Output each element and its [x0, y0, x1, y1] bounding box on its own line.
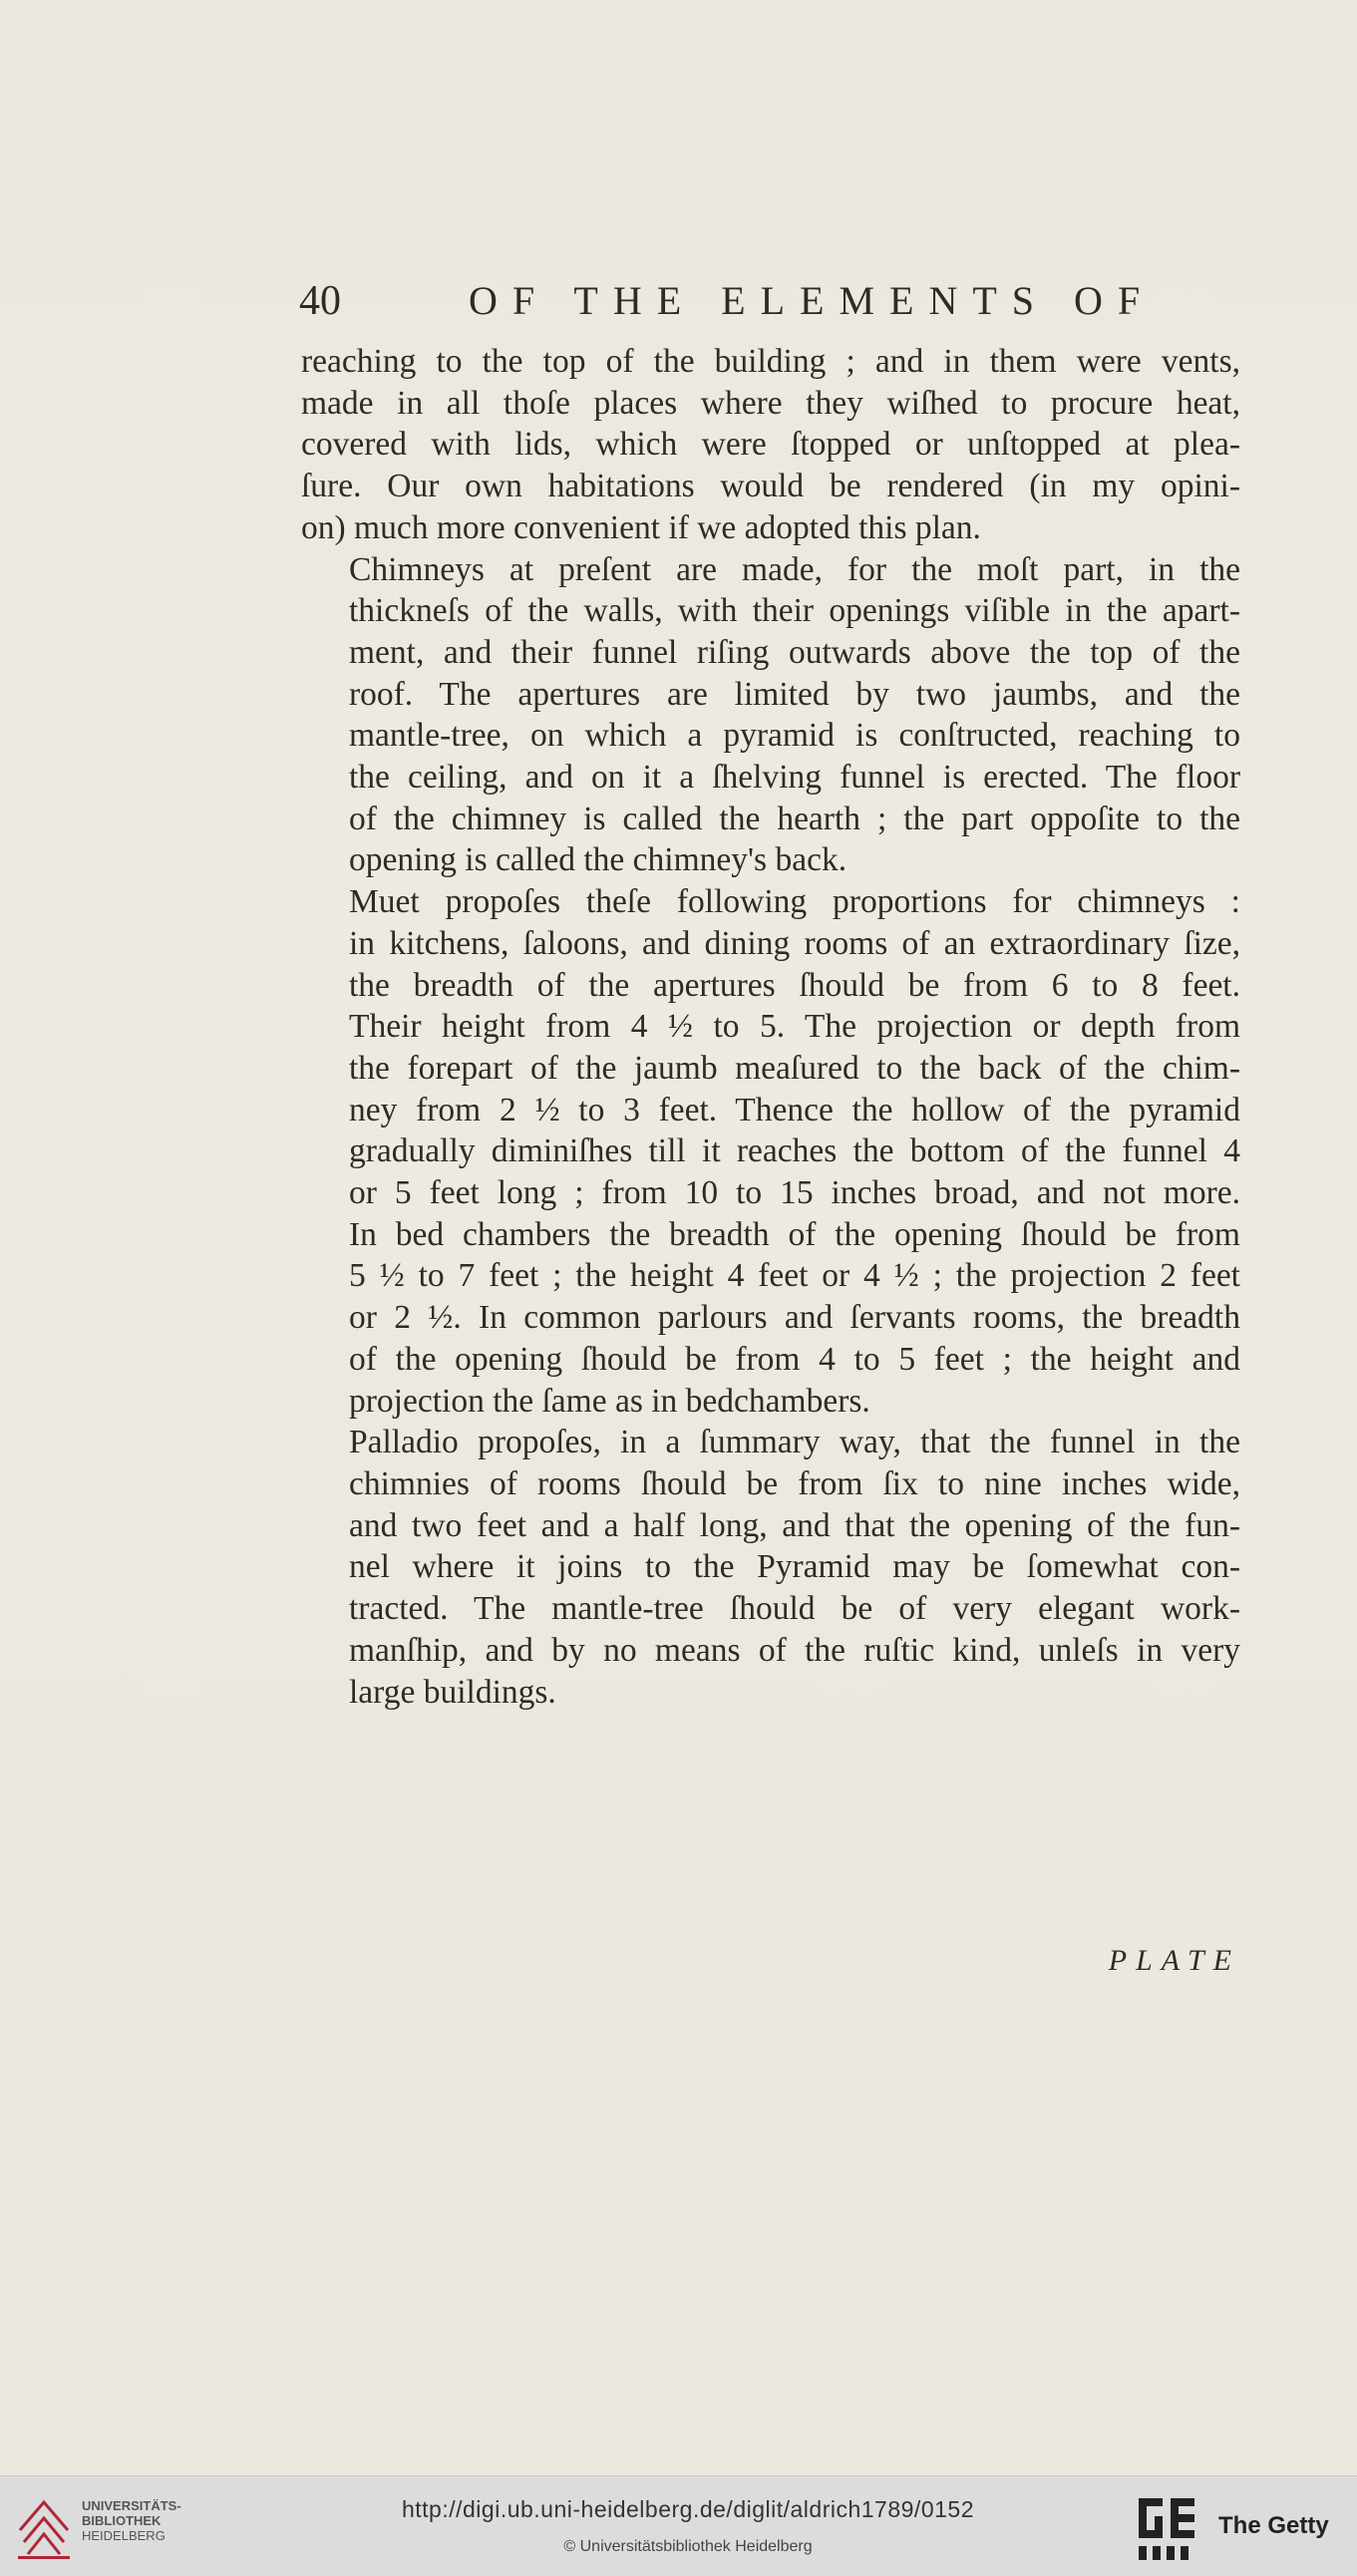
text-line: large buildings. [349, 1673, 556, 1711]
text-line: the breadth of the apertures ſhould be from 6 to 8 feet. [349, 966, 1240, 1004]
library-name-line1: UNIVERSITÄTS- [82, 2498, 181, 2513]
text-line: or 2 ½. In common parlours and ſervants rooms, the breadth [349, 1299, 1240, 1337]
text-line: reaching to the top of the building ; and in them were vents, [301, 343, 1240, 380]
text-line: gradually diminiſhes till it reaches the bottom of the funnel 4 [349, 1132, 1240, 1170]
text-line: the ceiling, and on it a ſhelving funnel is erected. The floor [349, 759, 1240, 797]
running-head: OF THE ELEMENTS OF [469, 278, 1156, 323]
paragraph [301, 1422, 1240, 1713]
text-line: nel where it joins to the Pyramid may be ſomewhat con- [349, 1548, 1240, 1586]
text-line: opening is called the chimney's back. [349, 841, 848, 879]
paragraph [301, 341, 1240, 549]
permalink-url[interactable]: http://digi.ub.uni-heidelberg.de/diglit/aldrich1789/0152 [401, 2496, 974, 2522]
text-line: and two feet and a half long, and that the opening of the fun- [349, 1506, 1240, 1544]
text-line: 5 ½ to 7 feet ; the height 4 feet or 4 ½ ; the projection 2 feet [349, 1257, 1240, 1295]
text-line: ment, and their funnel riſing outwards above the top of the [349, 633, 1240, 671]
page-number: 40 [299, 278, 341, 324]
text-line: chimnies of rooms ſhould be from ſix to nine inches wide, [349, 1464, 1240, 1502]
ub-heidelberg-logo-icon[interactable] [14, 2490, 74, 2562]
text-line: covered with lids, which were ſtopped or unſtopped at plea- [301, 426, 1240, 464]
text-line: ney from 2 ½ to 3 feet. Thence the hollow of the pyramid [349, 1091, 1240, 1128]
text-line: In bed chambers the breadth of the opening ſhould be from [349, 1215, 1240, 1253]
text-line: of the chimney is called the hearth ; the part oppoſite to the [349, 800, 1240, 837]
text-line: roof. The apertures are limited by two jaumbs, and the [349, 675, 1240, 713]
paragraph [301, 881, 1240, 1422]
text-line: Palladio propoſes, in a ſummary way, that the funnel in the [349, 1424, 1240, 1461]
text-line: ſure. Our own habitations would be rendered (in my opini- [301, 468, 1240, 505]
text-line: or 5 feet long ; from 10 to 15 inches broad, and not more. [349, 1174, 1240, 1212]
copyright-notice: © Universitätsbibliothek Heidelberg [563, 2538, 813, 2555]
viewer-footer [0, 2475, 1357, 2576]
text-line: Chimneys at preſent are made, for the moſt part, in the [349, 550, 1240, 588]
getty-logo-icon[interactable] [1135, 2494, 1198, 2564]
body-text [301, 341, 1240, 1713]
text-line: the forepart of the jaumb meaſured to the back of the chim- [349, 1049, 1240, 1087]
text-line: projection the ſame as in bedchambers. [349, 1382, 870, 1420]
text-line: Muet propoſes theſe following proportions for chimneys : [349, 883, 1240, 921]
text-line: of the opening ſhould be from 4 to 5 feet ; the height and [349, 1340, 1240, 1378]
text-line: made in all thoſe places where they wiſhed to procure heat, [301, 384, 1240, 422]
paragraph [301, 549, 1240, 882]
library-name-line2: BIBLIOTHEK [82, 2513, 162, 2528]
page-header [299, 277, 1226, 337]
text-line: in kitchens, ſaloons, and dining rooms of an extraordinary ſize, [349, 924, 1240, 962]
text-line: manſhip, and by no means of the ruſtic kind, unleſs in very [349, 1631, 1240, 1669]
text-line: on) much more convenient if we adopted this plan. [301, 508, 981, 546]
text-line: tracted. The mantle-tree ſhould be of very elegant work- [349, 1590, 1240, 1628]
catchword: PLATE [1108, 1944, 1240, 1977]
text-line: thickneſs of the walls, with their openings viſible in the apart- [349, 592, 1240, 630]
library-name-line3: HEIDELBERG [82, 2528, 166, 2543]
library-name [82, 2498, 181, 2543]
text-line: mantle-tree, on which a pyramid is conſtructed, reaching to [349, 717, 1240, 755]
text-line: Their height from 4 ½ to 5. The projection or depth from [349, 1008, 1240, 1046]
partner-name: The Getty [1218, 2512, 1329, 2539]
